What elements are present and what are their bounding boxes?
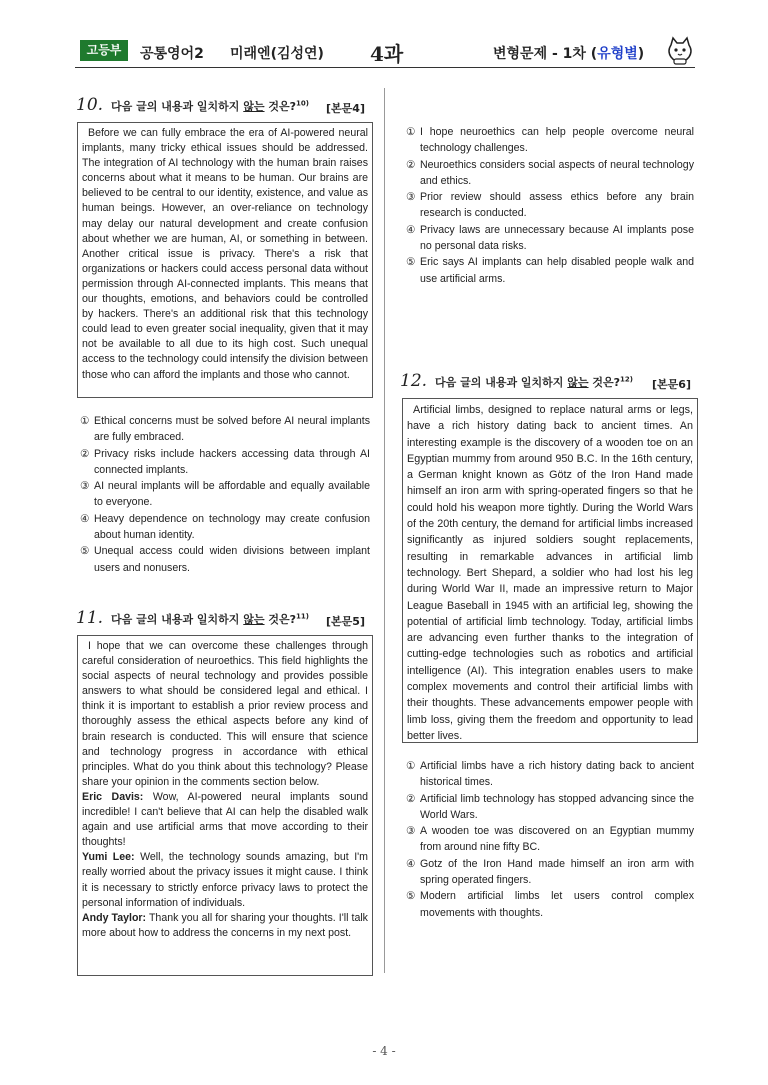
option[interactable] <box>406 222 694 255</box>
passage-box <box>402 398 698 743</box>
question-prompt-underlined: 않는 <box>243 613 265 626</box>
page-number: - 4 - <box>372 1044 396 1058</box>
option[interactable] <box>406 124 694 157</box>
passage-text: I hope that we can overcome these challenges through careful consideration of neuroethics. This field highlights the social aspects of neural technology and provides possible answers to what should be considered legal and ethical. I think it is important to establish a prior review process and thoroughly assess the ethical aspects before any kind of brain research is conducted. This will ensure that science and technology progress in accordance with ethical principles. What do you think about this technology? Please share your opinion in the comments section below. <box>82 640 368 788</box>
comment-text: Well, the technology sounds amazing, but I'm really worried about the privacy issues it might cause. I think it is necessary to strictly enforce privacy laws to protect the personal information of individuals. <box>82 851 369 909</box>
question-prompt-end: 것은? <box>588 376 620 389</box>
level-badge: 고등부 <box>80 40 128 61</box>
option-text: Artificial limb technology has stopped advancing since the World Wars. <box>420 792 694 821</box>
option-text: Prior review should assess ethics before any brain research is conducted. <box>420 191 694 220</box>
cat-mascot-icon <box>664 35 696 67</box>
option-marker: ① <box>406 126 416 138</box>
options-list <box>406 758 694 921</box>
option-marker: ④ <box>406 223 416 236</box>
comment-author: Yumi Lee: <box>82 851 135 864</box>
exam-type-highlight: 유형별 <box>597 46 638 62</box>
passage-box <box>77 122 373 398</box>
option-text: Ethical concerns must be solved before AI neural implants are fully embraced. <box>94 415 370 444</box>
source-label: [본문5] <box>326 615 365 628</box>
options-list <box>406 124 694 287</box>
option-text: Unequal access could widen divisions between implant users and nonusers. <box>94 545 370 574</box>
option-text: Artificial limbs have a rich history dating back to ancient historical times. <box>420 760 694 789</box>
question-title <box>400 371 697 391</box>
option-marker: ② <box>406 158 416 171</box>
option[interactable] <box>80 413 370 446</box>
option-text: Privacy laws are unnecessary because AI implants pose no personal data risks. <box>420 223 694 253</box>
option-text: Gotz of the Iron Hand made himself an iron arm with spring operated fingers. <box>420 857 694 887</box>
question-prompt: 다음 글의 내용과 일치하지 <box>111 613 244 626</box>
header-rule <box>75 67 695 68</box>
option-text: Modern artificial limbs let users control complex movements with thoughts. <box>420 890 694 919</box>
comment <box>82 790 368 850</box>
option[interactable] <box>80 511 370 544</box>
option-text: Privacy risks include hackers accessing data through AI connected implants. <box>94 447 370 476</box>
option-marker: ① <box>80 415 90 427</box>
question-prompt-end: 것은? <box>264 100 296 113</box>
option[interactable] <box>406 189 694 222</box>
question-number: 11. <box>76 608 104 628</box>
column-divider <box>384 88 385 973</box>
exam-type-prefix: 변형문제 - 1차 ( <box>493 46 598 62</box>
comment-text: Wow, AI-powered neural implants sound incredible! I can't believe that AI can help the disabled walk again and use artificial arms that move according to their thoughts! <box>82 790 368 849</box>
option[interactable] <box>406 823 694 856</box>
options-list <box>80 413 370 576</box>
option[interactable] <box>406 157 694 190</box>
question-prompt-underlined: 않는 <box>567 376 589 389</box>
lesson-title: 4과 <box>370 42 404 66</box>
option-text: Heavy dependence on technology may create confusion about human identity. <box>94 512 370 542</box>
option-marker: ② <box>406 792 416 805</box>
exam-type <box>493 43 644 63</box>
passage-box <box>77 635 373 976</box>
option-text: A wooden toe was discovered on an Egyptian mummy from around nine fifty BC. <box>420 825 694 854</box>
footnote-marker: 12) <box>620 375 633 384</box>
publisher-title: 미래엔(김성연) <box>230 46 324 62</box>
option-marker: ② <box>80 447 90 460</box>
question-title <box>76 95 371 115</box>
option-marker: ④ <box>406 857 416 870</box>
passage-text: Artificial limbs, designed to replace natural arms or legs, have a rich history dating back to ancient times. An interesting example is the discovery of a wooden toe on an Egyptian mummy from around 950 B.C. In the 16th century, a German knight known as Götz of the Iron Hand made himself an iron arm with spring-operated fingers so that he could hold his weapon more tightly. During the World Wars of the 20th century, the demand for artificial limbs increased significantly as injured soldiers sought replacements, resulting in remarkable advances in artificial limb technology. Bert Shepard, a soldier who had lost his leg during World War II, made an impressive return to Major League Baseball in 1945 with an artificial leg, showing the potential of artificial limb technology. Today, artificial limbs are advancing even further thanks to the integration of cutting-edge technologies such as robotics and artificial intelligence (AI). This integration enables users to make complex movements and control their artificial limbs with their thoughts. These advancements empower people with limb loss, giving them the freedom and opportunity to lead better lives. <box>407 404 693 742</box>
question-prompt: 다음 글의 내용과 일치하지 <box>111 100 244 113</box>
question-prompt-underlined: 않는 <box>243 100 265 113</box>
option-marker: ⑤ <box>406 256 416 269</box>
footnote-marker: 10) <box>296 99 309 108</box>
passage-text: Before we can fully embrace the era of AI-powered neural implants, many tricky ethical issues should be addressed. The integration of AI technology with the human brain raises concerns about what it means to be human. Our brains are believed to be central to our identity, existence, and value as human beings. However, an over-reliance on technology may delay our natural development and create confusion about whether we are human, AI, or something in between. Another critical issue is privacy. There's a risk that organizations or hackers could access personal data without permission through AI-connected implants. This means that our thoughts, emotions, and behaviors could be controlled by hackers. There's an additional risk that this technology could lead to even greater social inequality, given that it may not be available to all due to its high cost. Such unequal access to the technology could intensify the division between those who can afford the implants and those who cannot. <box>82 127 368 381</box>
option-marker: ③ <box>406 825 416 838</box>
comment <box>82 850 368 910</box>
option-text: I hope neuroethics can help people overcome neural technology challenges. <box>420 126 694 155</box>
option-marker: ① <box>406 760 416 772</box>
option-marker: ④ <box>80 512 90 525</box>
option-text: Neuroethics considers social aspects of neural technology and ethics. <box>420 158 694 187</box>
option-marker: ⑤ <box>80 545 90 558</box>
footnote-marker: 11) <box>296 612 309 621</box>
question-prompt-end: 것은? <box>264 613 296 626</box>
option[interactable] <box>80 543 370 576</box>
subject-title: 공통영어2 <box>140 46 204 62</box>
option[interactable] <box>406 888 694 921</box>
source-label: [본문6] <box>652 378 691 391</box>
option[interactable] <box>406 856 694 889</box>
option[interactable] <box>406 791 694 824</box>
comment-author: Andy Taylor: <box>82 911 147 924</box>
comment-text: Thank you all for sharing your thoughts. I'll talk more about how to address the concerns in my next post. <box>82 911 368 939</box>
option-text: AI neural implants will be affordable and equally available to everyone. <box>94 480 370 509</box>
option-marker: ⑤ <box>406 890 416 903</box>
option[interactable] <box>80 446 370 479</box>
comment <box>82 911 368 941</box>
comment-author: Eric Davis: <box>82 790 144 803</box>
source-label: [본문4] <box>326 102 365 115</box>
exam-type-suffix: ) <box>637 46 645 62</box>
option[interactable] <box>406 758 694 791</box>
option-marker: ③ <box>80 480 90 493</box>
question-number: 10. <box>76 95 104 115</box>
option-marker: ③ <box>406 191 416 204</box>
option-text: Eric says AI implants can help disabled people walk and use artificial arms. <box>420 256 694 285</box>
option[interactable] <box>80 478 370 511</box>
question-prompt: 다음 글의 내용과 일치하지 <box>435 376 568 389</box>
question-title <box>76 608 371 628</box>
question-number: 12. <box>400 371 428 391</box>
option[interactable] <box>406 254 694 287</box>
